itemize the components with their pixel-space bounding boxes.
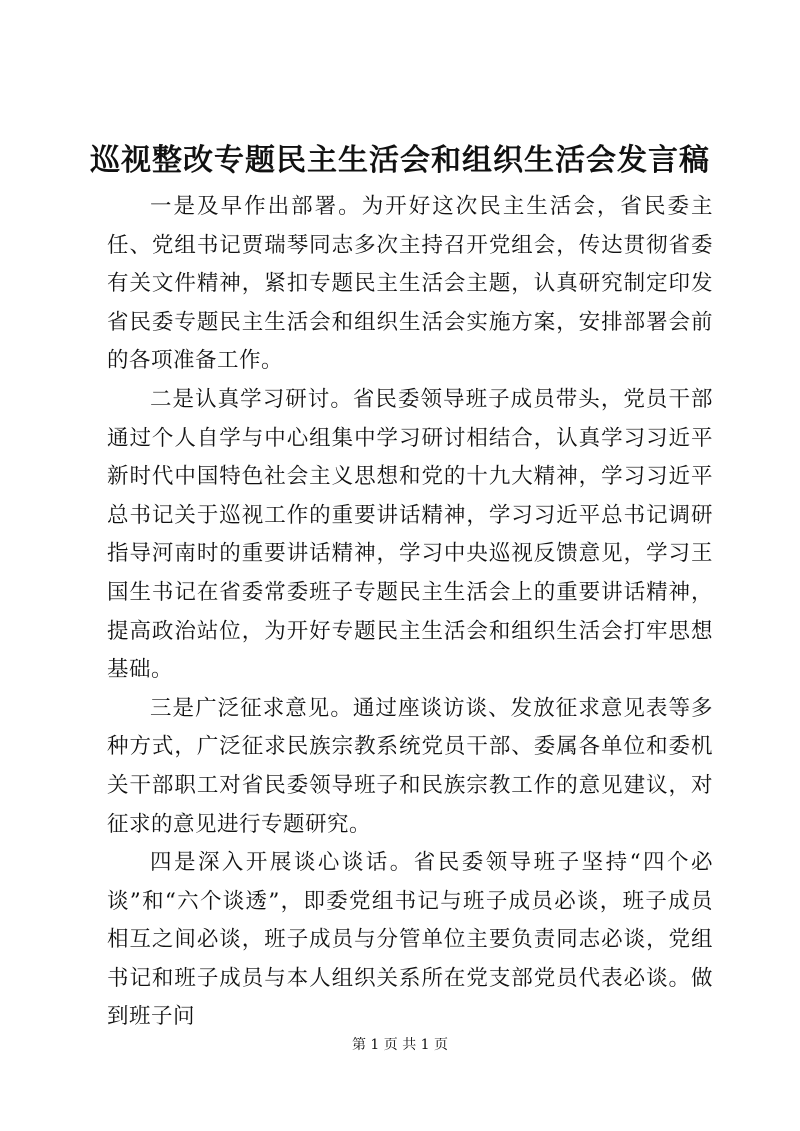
paragraph-2: 二是认真学习研讨。省民委领导班子成员带头，党员干部通过个人自学与中心组集中学习研讨相结合，认真学习习近平新时代中国特色社会主义思想和党的十九大精神，学习习近平总书记关于巡视工作的重要讲话精神，学习习近平总书记调研指导河南时的重要讲话精神，学习中央巡视反馈意见，学习王国生书记在省委常委班子专题民主生活会上的重要讲话精神，提高政治站位，为开好专题民主生活会和组织生活会打牢思想基础。 [107, 386, 713, 683]
paragraph-4: 四是深入开展谈心谈话。省民委领导班子坚持“四个必谈”和“六个谈透”，即委党组书记与班子成员必谈，班子成员相互之间必谈，班子成员与分管单位主要负责同志必谈，党组书记和班子成员与本人组织关系所在党支部党员代表必谈。做到班子问 [107, 850, 713, 1030]
paragraph-3: 三是广泛征求意见。通过座谈访谈、发放征求意见表等多种方式，广泛征求民族宗教系统党员干部、委属各单位和委机关干部职工对省民委领导班子和民族宗教工作的意见建议，对征求的意见进行专题研究。 [107, 695, 713, 837]
paragraph-1: 一是及早作出部署。为开好这次民主生活会，省民委主任、党组书记贾瑞琴同志多次主持召开党组会，传达贯彻省委有关文件精神，紧扣专题民主生活会主题，认真研究制定印发省民委专题民主生活会和组织生活会实施方案，安排部署会前的各项准备工作。 [107, 194, 713, 374]
page-number: 第 1 页 共 1 页 [351, 1037, 449, 1053]
document-body [107, 188, 713, 1037]
document-title: 巡视整改专题民主生活会和组织生活会发言稿 [90, 143, 710, 178]
